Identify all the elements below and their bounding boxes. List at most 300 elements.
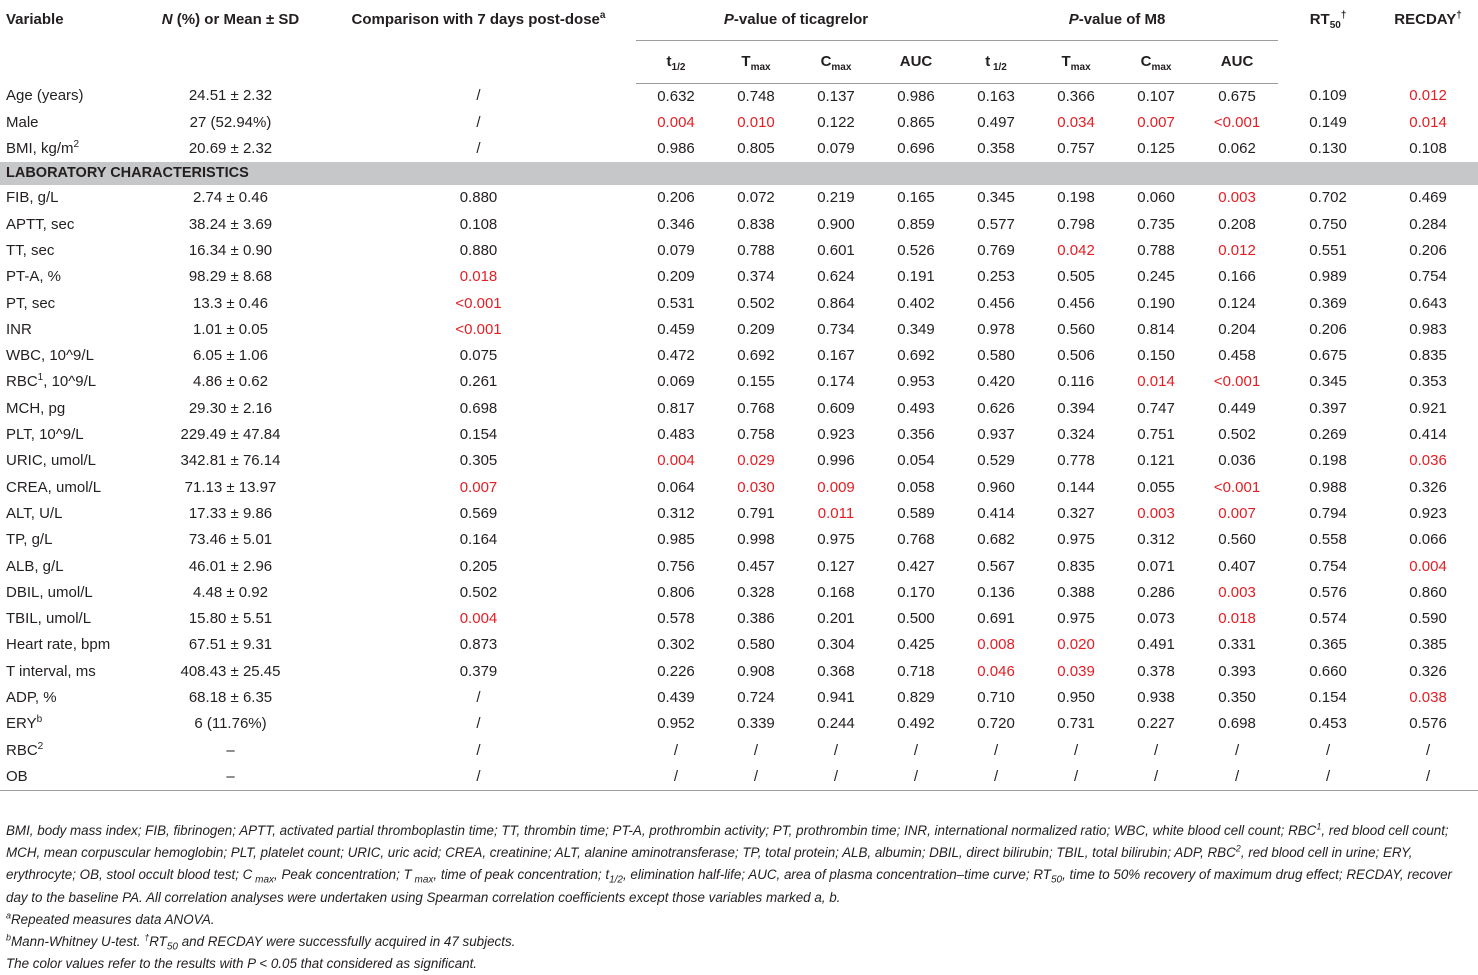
cell-mean: 71.13 ± 13.97: [184, 478, 277, 496]
cell-p-value: 0.529: [977, 452, 1015, 470]
cell-p-value: 0.937: [977, 426, 1015, 444]
cell-p-value: 0.908: [737, 662, 775, 680]
cell-p-value: 0.483: [657, 426, 695, 444]
col-recday: RECDAY†: [1394, 10, 1462, 28]
cell-mean: 29.30 ± 2.16: [188, 399, 273, 417]
cell-p-value: 0.427: [897, 557, 935, 575]
cell-p-value: 0.497: [977, 113, 1015, 131]
cell-p-value: 0.414: [977, 504, 1015, 522]
cell-p-value: 0.137: [817, 87, 855, 105]
cell-p-value: 0.004: [1409, 557, 1447, 575]
cell-p-value: 0.675: [1309, 347, 1347, 365]
cell-p-value: 0.576: [1409, 715, 1447, 733]
cell-p-value: 0.531: [657, 294, 695, 312]
cell-p-value: 0.004: [657, 452, 695, 470]
cell-p-value: <0.001: [1213, 373, 1261, 391]
cell-mean: 17.33 ± 9.86: [188, 504, 273, 522]
table-header: [0, 0, 1478, 83]
cell-p-value: 0.458: [1218, 347, 1256, 365]
cell-p-value: /: [1234, 741, 1240, 759]
cell-p-value: 0.058: [897, 478, 935, 496]
table-row: [0, 343, 1478, 369]
cell-p-value: 0.378: [1137, 662, 1175, 680]
cell-p-value: 0.039: [1057, 662, 1095, 680]
cell-p-value: 0.116: [1057, 373, 1095, 391]
cell-p-value: /: [876, 764, 956, 791]
cell-p-value: /: [913, 741, 919, 759]
cell-p-value: 0.069: [657, 373, 695, 391]
cell-p-value: 0.326: [1409, 478, 1447, 496]
cell-mean: 98.29 ± 8.68: [188, 268, 273, 286]
cell-p-value: 0.768: [737, 399, 775, 417]
cell-variable: INR: [6, 320, 32, 338]
cell-p-value: 0.754: [1409, 268, 1447, 286]
cell-p-value: 0.806: [657, 583, 695, 601]
cell-p-value: 0.558: [1309, 531, 1347, 549]
cell-p-value: 0.345: [977, 189, 1015, 207]
cell-p-value: /: [1153, 741, 1159, 759]
cell-p-value: 0.206: [657, 189, 695, 207]
cell-p-value: 0.124: [1218, 294, 1256, 312]
cell-p-value: 0.589: [897, 504, 935, 522]
cell-variable: MCH, pg: [6, 399, 66, 417]
cell-p-value: 0.042: [1057, 241, 1095, 259]
table-row: [0, 238, 1478, 264]
cell-p-value: 0.502: [1218, 426, 1256, 444]
demographic-rows: [0, 83, 1478, 162]
cell-p-value: 0.506: [1057, 347, 1095, 365]
table-row: [0, 369, 1478, 395]
cell-p-value: 0.394: [1057, 399, 1095, 417]
cell-p-value: 0.788: [1137, 241, 1175, 259]
cell-p-value: /: [1196, 764, 1278, 791]
cell-p-value: 0.030: [737, 478, 775, 496]
cell-p-value: /: [1036, 764, 1116, 791]
col-variable: Variable: [6, 11, 64, 28]
cell-variable: WBC, 10^9/L: [6, 347, 94, 365]
table-row: [0, 185, 1478, 211]
cell-p-value: 0.012: [1218, 241, 1256, 259]
cell-p-value: 0.253: [977, 268, 1015, 286]
cell-p-value: 0.794: [1309, 504, 1347, 522]
col-n-mean: N (%) or Mean ± SD: [161, 11, 300, 28]
cell-p-value: 0.055: [1137, 478, 1175, 496]
cell-p-value: 0.130: [1309, 140, 1347, 158]
cell-p-value: 0.491: [1137, 636, 1175, 654]
cell-mean: 24.51 ± 2.32: [188, 87, 273, 105]
cell-p-value: 0.346: [657, 215, 695, 233]
cell-comparison: /: [476, 741, 481, 759]
cell-p-value: 0.007: [1137, 113, 1175, 131]
cell-variable: URIC, umol/L: [6, 452, 97, 470]
cell-p-value: 0.304: [817, 636, 855, 654]
cell-mean: 46.01 ± 2.96: [188, 557, 273, 575]
cell-comparison: 0.261: [459, 373, 498, 391]
cell-p-value: 0.978: [977, 320, 1015, 338]
cell-comparison: 0.075: [459, 347, 498, 365]
section-label: LABORATORY CHARACTERISTICS: [0, 162, 1478, 185]
cell-p-value: 0.492: [897, 715, 935, 733]
cell-p-value: 0.244: [817, 715, 855, 733]
cell-p-value: 0.500: [897, 610, 935, 628]
cell-p-value: /: [1278, 764, 1378, 791]
cell-p-value: 0.660: [1309, 662, 1347, 680]
cell-p-value: 0.835: [1409, 347, 1447, 365]
cell-p-value: 0.505: [1057, 268, 1095, 286]
cell-mean: 38.24 ± 3.69: [188, 215, 273, 233]
cell-p-value: 0.324: [1057, 426, 1095, 444]
cell-mean: –: [140, 764, 321, 791]
cell-mean: 16.34 ± 0.90: [188, 241, 273, 259]
cell-p-value: /: [636, 764, 716, 791]
cell-p-value: 0.204: [1218, 320, 1256, 338]
cell-p-value: 0.302: [657, 636, 695, 654]
cell-p-value: 0.326: [1409, 662, 1447, 680]
cell-p-value: 0.191: [897, 268, 935, 286]
cell-p-value: 0.386: [737, 610, 775, 628]
cell-p-value: 0.393: [1218, 662, 1256, 680]
cell-p-value: 0.985: [657, 531, 695, 549]
cell-p-value: 0.986: [657, 140, 695, 158]
cell-p-value: 0.449: [1218, 399, 1256, 417]
cell-p-value: 0.004: [657, 113, 695, 131]
cell-p-value: 0.245: [1137, 268, 1175, 286]
cell-p-value: 0.168: [817, 583, 855, 601]
cell-mean: 229.49 ± 47.84: [180, 426, 281, 444]
cell-variable: ALT, U/L: [6, 504, 63, 522]
cell-p-value: 0.860: [1409, 583, 1447, 601]
cell-p-value: 0.998: [737, 531, 775, 549]
cell-p-value: 0.003: [1218, 583, 1256, 601]
cell-p-value: 0.009: [817, 478, 855, 496]
table-row: [0, 110, 1478, 136]
cell-p-value: 0.453: [1309, 715, 1347, 733]
cell-p-value: 0.567: [977, 557, 1015, 575]
cell-p-value: 0.698: [1218, 715, 1256, 733]
cell-p-value: 0.402: [897, 294, 935, 312]
cell-p-value: 0.066: [1409, 531, 1447, 549]
col-m8-cmax: $C_{max}$: [1116, 40, 1196, 83]
cell-p-value: 0.456: [1057, 294, 1095, 312]
cell-p-value: 0.526: [897, 241, 935, 259]
cell-p-value: 0.829: [897, 689, 935, 707]
cell-p-value: 0.751: [1137, 426, 1175, 444]
cell-p-value: 0.269: [1309, 426, 1347, 444]
cell-p-value: 0.109: [1309, 87, 1347, 105]
cell-p-value: 0.769: [977, 241, 1015, 259]
cell-p-value: 0.551: [1309, 241, 1347, 259]
cell-p-value: 0.788: [737, 241, 775, 259]
cell-p-value: 0.768: [897, 531, 935, 549]
cell-mean: 6.05 ± 1.06: [193, 347, 268, 365]
cell-variable: RBC$^1$, 10^9/L: [6, 372, 97, 391]
table-row: [0, 212, 1478, 238]
cell-p-value: 0.327: [1057, 504, 1095, 522]
cell-variable: Heart rate, bpm: [6, 636, 111, 654]
cell-mean: 67.51 ± 9.31: [188, 636, 273, 654]
cell-p-value: 0.331: [1218, 636, 1256, 654]
cell-p-value: 0.864: [817, 294, 855, 312]
table-row: [0, 83, 1478, 110]
table-row: [0, 554, 1478, 580]
cell-p-value: 0.008: [977, 636, 1015, 654]
cell-p-value: 0.493: [897, 399, 935, 417]
cell-p-value: 0.747: [1137, 399, 1175, 417]
cell-p-value: 0.125: [1137, 140, 1175, 158]
cell-mean: 2.74 ± 0.46: [193, 189, 268, 207]
cell-p-value: 0.624: [817, 268, 855, 286]
cell-p-value: 0.989: [1309, 268, 1347, 286]
cell-comparison: 0.698: [459, 399, 498, 417]
cell-mean: 4.86 ± 0.62: [193, 373, 268, 391]
cell-p-value: 0.626: [977, 399, 1015, 417]
footnote-a: $^a$Repeated measures data ANOVA.: [6, 910, 215, 927]
cell-p-value: /: [1378, 764, 1478, 791]
cell-p-value: 0.150: [1137, 347, 1175, 365]
cell-p-value: 0.198: [1057, 189, 1095, 207]
cell-p-value: 0.950: [1057, 689, 1095, 707]
table-row: [0, 317, 1478, 343]
cell-variable: T interval, ms: [6, 662, 96, 680]
cell-mean: 73.46 ± 5.01: [188, 531, 273, 549]
cell-p-value: 0.029: [737, 452, 775, 470]
cell-variable: ADP, %: [6, 689, 57, 707]
cell-p-value: 0.072: [737, 189, 775, 207]
cell-p-value: 0.369: [1309, 294, 1347, 312]
cell-p-value: 0.859: [897, 215, 935, 233]
cell-p-value: 0.696: [897, 140, 935, 158]
cell-variable: ALB, g/L: [6, 557, 64, 575]
cell-mean: 27 (52.94%): [189, 113, 272, 131]
cell-comparison: 0.379: [459, 662, 498, 680]
cell-p-value: 0.312: [1137, 531, 1175, 549]
cell-p-value: 0.720: [977, 715, 1015, 733]
cell-p-value: 0.155: [737, 373, 775, 391]
cell-p-value: 0.206: [1409, 241, 1447, 259]
cell-p-value: 0.368: [817, 662, 855, 680]
cell-variable: APTT, sec: [6, 215, 75, 233]
cell-p-value: 0.079: [657, 241, 695, 259]
cell-mean: 408.43 ± 25.45: [180, 662, 281, 680]
table-row: [0, 264, 1478, 290]
cell-p-value: 0.798: [1057, 215, 1095, 233]
cell-p-value: 0.921: [1409, 399, 1447, 417]
cell-p-value: 0.691: [977, 610, 1015, 628]
footnote-color: The color values refer to the results with P < 0.05 that considered as significant.: [6, 956, 478, 972]
cell-p-value: 0.757: [1057, 140, 1095, 158]
cell-p-value: 0.350: [1218, 689, 1256, 707]
cell-p-value: /: [1425, 741, 1431, 759]
cell-p-value: 0.560: [1057, 320, 1095, 338]
cell-variable: TP, g/L: [6, 531, 53, 549]
cell-p-value: 0.366: [1057, 87, 1095, 105]
cell-variable: PT-A, %: [6, 268, 62, 286]
cell-mean: 342.81 ± 76.14: [180, 452, 281, 470]
cell-mean: 4.48 ± 0.92: [193, 583, 268, 601]
cell-p-value: 0.144: [1057, 478, 1095, 496]
cell-p-value: 0.071: [1137, 557, 1175, 575]
cell-p-value: 0.062: [1218, 140, 1256, 158]
cell-p-value: 0.923: [817, 426, 855, 444]
footnote-b: $^b$Mann-Whitney U-test. $^\dagger RT_{50}$ and RECDAY were successfully acquired in 47 subjects.: [6, 932, 516, 953]
cell-p-value: /: [956, 764, 1036, 791]
cell-p-value: 0.073: [1137, 610, 1175, 628]
cell-p-value: 0.578: [657, 610, 695, 628]
table-row: [0, 422, 1478, 448]
cell-p-value: <0.001: [1213, 113, 1261, 131]
cell-p-value: /: [753, 741, 759, 759]
cell-p-value: 0.365: [1309, 636, 1347, 654]
cell-p-value: /: [1116, 764, 1196, 791]
cell-p-value: 0.054: [897, 452, 935, 470]
cell-p-value: 0.209: [737, 320, 775, 338]
col-rt50: $RT_{50}^\dagger$: [1309, 10, 1347, 31]
cell-p-value: 0.149: [1309, 113, 1347, 131]
cell-comparison: /: [476, 113, 481, 131]
cell-comparison: 0.502: [459, 583, 498, 601]
cell-p-value: 0.420: [977, 373, 1015, 391]
cell-p-value: 0.407: [1218, 557, 1256, 575]
cell-variable: TT, sec: [6, 241, 55, 259]
cell-p-value: 0.576: [1309, 583, 1347, 601]
cell-p-value: 0.996: [817, 452, 855, 470]
cell-comparison: 0.873: [459, 636, 498, 654]
cell-p-value: /: [673, 741, 679, 759]
cell-p-value: 0.675: [1218, 87, 1256, 105]
cell-p-value: 0.838: [737, 215, 775, 233]
cell-comparison: 0.007: [459, 478, 498, 496]
cell-p-value: 0.577: [977, 215, 1015, 233]
cell-p-value: 0.609: [817, 399, 855, 417]
cell-p-value: 0.425: [897, 636, 935, 654]
cell-p-value: 0.472: [657, 347, 695, 365]
cell-p-value: 0.166: [1218, 268, 1256, 286]
cell-p-value: 0.731: [1057, 715, 1095, 733]
table-row: [0, 764, 1478, 791]
cell-p-value: 0.121: [1137, 452, 1175, 470]
col-m8-tmax: $T_{max}$: [1036, 40, 1116, 83]
cell-variable: DBIL, umol/L: [6, 583, 93, 601]
cell-p-value: 0.127: [817, 557, 855, 575]
cell-p-value: 0.975: [1057, 531, 1095, 549]
cell-p-value: 0.198: [1309, 452, 1347, 470]
cell-p-value: 0.941: [817, 689, 855, 707]
cell-p-value: 0.791: [737, 504, 775, 522]
cell-p-value: 0.724: [737, 689, 775, 707]
cell-p-value: 0.754: [1309, 557, 1347, 575]
cell-p-value: /: [993, 741, 999, 759]
cell-p-value: 0.064: [657, 478, 695, 496]
cell-p-value: /: [716, 764, 796, 791]
cell-p-value: 0.385: [1409, 636, 1447, 654]
cell-comparison: <0.001: [455, 320, 502, 338]
cell-p-value: 0.007: [1218, 504, 1256, 522]
cell-p-value: 0.012: [1409, 87, 1447, 105]
cell-p-value: 0.165: [897, 189, 935, 207]
cell-p-value: 0.952: [657, 715, 695, 733]
cell-p-value: 0.953: [897, 373, 935, 391]
cell-p-value: 0.353: [1409, 373, 1447, 391]
cell-p-value: 0.734: [817, 320, 855, 338]
cell-p-value: 0.988: [1309, 478, 1347, 496]
cell-p-value: 0.018: [1218, 610, 1256, 628]
table-row: [0, 606, 1478, 632]
cell-p-value: 0.014: [1409, 113, 1447, 131]
cell-p-value: 0.414: [1409, 426, 1447, 444]
cell-variable: OB: [0, 764, 140, 791]
cell-comparison: /: [476, 715, 481, 733]
cell-p-value: 0.718: [897, 662, 935, 680]
cell-variable: CREA, umol/L: [6, 478, 102, 496]
cell-p-value: 0.170: [897, 583, 935, 601]
cell-p-value: 0.349: [897, 320, 935, 338]
cell-p-value: 0.817: [657, 399, 695, 417]
cell-p-value: 0.692: [737, 347, 775, 365]
table-row: [0, 632, 1478, 658]
table-row: [0, 475, 1478, 501]
table-row: [0, 396, 1478, 422]
cell-p-value: 0.502: [737, 294, 775, 312]
col-group-ticagrelor: P-value of ticagrelor: [636, 0, 956, 40]
cell-p-value: 0.060: [1137, 189, 1175, 207]
cell-p-value: 0.345: [1309, 373, 1347, 391]
cell-p-value: 0.046: [977, 662, 1015, 680]
cell-p-value: /: [1325, 741, 1331, 759]
cell-p-value: 0.923: [1409, 504, 1447, 522]
cell-p-value: 0.814: [1137, 320, 1175, 338]
cell-p-value: 0.983: [1409, 320, 1447, 338]
cell-p-value: 0.174: [817, 373, 855, 391]
col-tic-thalf: $t_{1/2}$: [636, 40, 716, 83]
table-footnotes: [6, 820, 1456, 975]
table-row: [0, 659, 1478, 685]
cell-p-value: 0.339: [737, 715, 775, 733]
cell-p-value: 0.136: [977, 583, 1015, 601]
cell-p-value: 0.580: [737, 636, 775, 654]
cell-p-value: 0.643: [1409, 294, 1447, 312]
cell-p-value: 0.938: [1137, 689, 1175, 707]
cell-p-value: 0.079: [817, 140, 855, 158]
cell-p-value: 0.388: [1057, 583, 1095, 601]
cell-p-value: 0.209: [657, 268, 695, 286]
cell-p-value: 0.201: [817, 610, 855, 628]
cell-p-value: 0.756: [657, 557, 695, 575]
cell-comparison: 0.880: [459, 241, 498, 259]
cell-p-value: 0.469: [1409, 189, 1447, 207]
cell-p-value: 0.574: [1309, 610, 1347, 628]
cell-mean: 15.80 ± 5.51: [188, 610, 273, 628]
cell-p-value: 0.122: [817, 113, 855, 131]
cell-p-value: 0.003: [1218, 189, 1256, 207]
col-tic-cmax: $C_{max}$: [796, 40, 876, 83]
cell-p-value: 0.108: [1409, 140, 1447, 158]
cell-comparison: 0.018: [459, 268, 498, 286]
cell-variable: PLT, 10^9/L: [6, 426, 84, 444]
cell-variable: BMI, $kg/m^2$: [6, 139, 80, 158]
section-header: [0, 162, 1478, 185]
cell-mean: 1.01 ± 0.05: [193, 320, 268, 338]
cell-p-value: 0.590: [1409, 610, 1447, 628]
cell-comparison: /: [321, 764, 636, 791]
cell-p-value: 0.014: [1137, 373, 1175, 391]
cell-p-value: 0.167: [817, 347, 855, 365]
cell-p-value: 0.975: [1057, 610, 1095, 628]
cell-p-value: 0.020: [1057, 636, 1095, 654]
cell-variable: RBC$^2$: [6, 740, 44, 759]
table-row: [0, 685, 1478, 711]
cell-p-value: /: [796, 764, 876, 791]
col-comparison: Comparison with 7 days post-dose$^a$: [351, 10, 606, 28]
